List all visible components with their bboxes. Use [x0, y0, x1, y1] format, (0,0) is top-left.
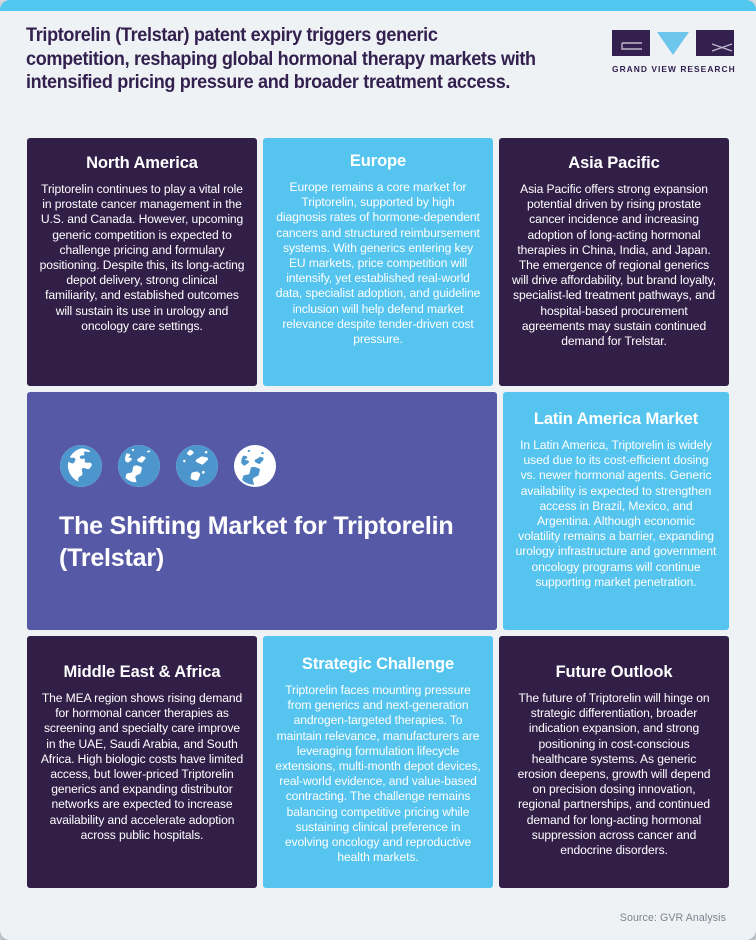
globe-africa-icon	[233, 444, 277, 488]
card-body: The future of Triptorelin will hinge on strategic differentiation, broader indication expansion, and strong positioning in cost-conscious healthcare systems. As generic erosion deepens, growth will depend on precision dosing innovation, regional partnerships, and continued demand for long-acting hormonal suppression across cancer and endocrine disorders.	[517, 690, 711, 857]
hero-title: The Shifting Market for Triptorelin (Trelstar)	[59, 512, 454, 572]
cards-row-1	[27, 138, 729, 386]
globe-europe-africa-icon	[117, 444, 161, 488]
card-europe	[263, 138, 493, 386]
gvr-triangle-icon	[656, 30, 690, 56]
globe-asia-oceania-icon	[175, 444, 219, 488]
card-middle-east-africa	[27, 636, 257, 888]
card-body: Asia Pacific offers strong expansion potential driven by rising prostate cancer incidence and increasing adoption of long-acting hormonal therapies in China, India, and Japan. The emergence of regional generics will drive affordability, but brand loyalty, specialist-led treatment pathways, and hospital-based procurement agreements may sustain continued demand for Trelstar.	[512, 181, 716, 348]
hero-panel	[27, 392, 497, 630]
top-accent-bar	[0, 0, 756, 11]
footer	[0, 908, 756, 926]
card-asia-pacific	[499, 138, 729, 386]
logo-wordmark: GRAND VIEW RESEARCH	[612, 64, 736, 74]
card-latin-america	[503, 392, 729, 630]
cards-row-3	[27, 636, 729, 888]
card-body: Triptorelin continues to play a vital role in prostate cancer management in the U.S. and Canada. However, upcoming generic competition is expected to challenge pricing and formulary positioning. Despite this, its long-acting depot delivery, strong clinical familiarity, and established outcomes will sustain its use in urology and oncology care settings.	[39, 181, 245, 333]
card-north-america	[27, 138, 257, 386]
gvr-right-block-icon	[696, 30, 734, 56]
header	[0, 11, 756, 123]
card-body: Europe remains a core market for Triptorelin, supported by high diagnosis rates of hormone-dependent cancers and structured reimbursement systems. With generics entering key EU markets, price competition will intensify, yet established real-world data, specialist adoption, and guideline inclusion will help defend market relevance despite tender-driven cost pressure.	[275, 179, 481, 346]
globe-icon-group	[59, 444, 497, 488]
gvr-left-block-icon	[612, 30, 650, 56]
cards-grid	[27, 138, 729, 894]
logo-marks	[612, 30, 734, 60]
card-title: Europe	[349, 152, 407, 170]
cards-row-2	[27, 392, 729, 630]
card-body: In Latin America, Triptorelin is widely used due to its cost-efficient dosing vs. newer hormonal agents. Generic availability is expected to strengthen access in Brazil, Mexico, and Argentina. Although economic volatility remains a barrier, expanding urology infrastructure and government oncology programs will continue supporting market penetration.	[515, 437, 717, 589]
source-label: Source: GVR Analysis	[619, 912, 726, 924]
card-strategic-challenge	[263, 636, 493, 888]
card-title: Asia Pacific	[568, 154, 660, 172]
globe-americas-icon	[59, 444, 103, 488]
card-body: The MEA region shows rising demand for hormonal cancer therapies as screening and specialty care improve in the UAE, Saudi Arabia, and South Africa. High biologic costs have limited access, but lower-priced Triptorelin generics and expanding distributor networks are expected to increase availability and accelerate adoption across public hospitals.	[40, 690, 244, 842]
card-title: Future Outlook	[555, 663, 673, 681]
card-future-outlook	[499, 636, 729, 888]
page-title: Triptorelin (Trelstar) patent expiry triggers generic competition, reshaping global hormonal therapy markets with intensified pricing pressure and broader treatment access.	[26, 25, 536, 93]
card-title: North America	[86, 154, 198, 172]
card-title: Middle East & Africa	[63, 663, 221, 681]
card-body: Triptorelin faces mounting pressure from generics and next-generation androgen-targeted therapies. To maintain relevance, manufacturers are leveraging formulation lifecycle extensions, multi-month depot devices, real-world evidence, and value-based contracting. The challenge remains balancing competitive pricing while sustaining clinical preference in evolving oncology and reproductive health markets.	[275, 682, 481, 865]
brand-logo	[612, 30, 734, 74]
card-title: Strategic Challenge	[301, 655, 455, 673]
card-title: Latin America Market	[533, 410, 699, 428]
